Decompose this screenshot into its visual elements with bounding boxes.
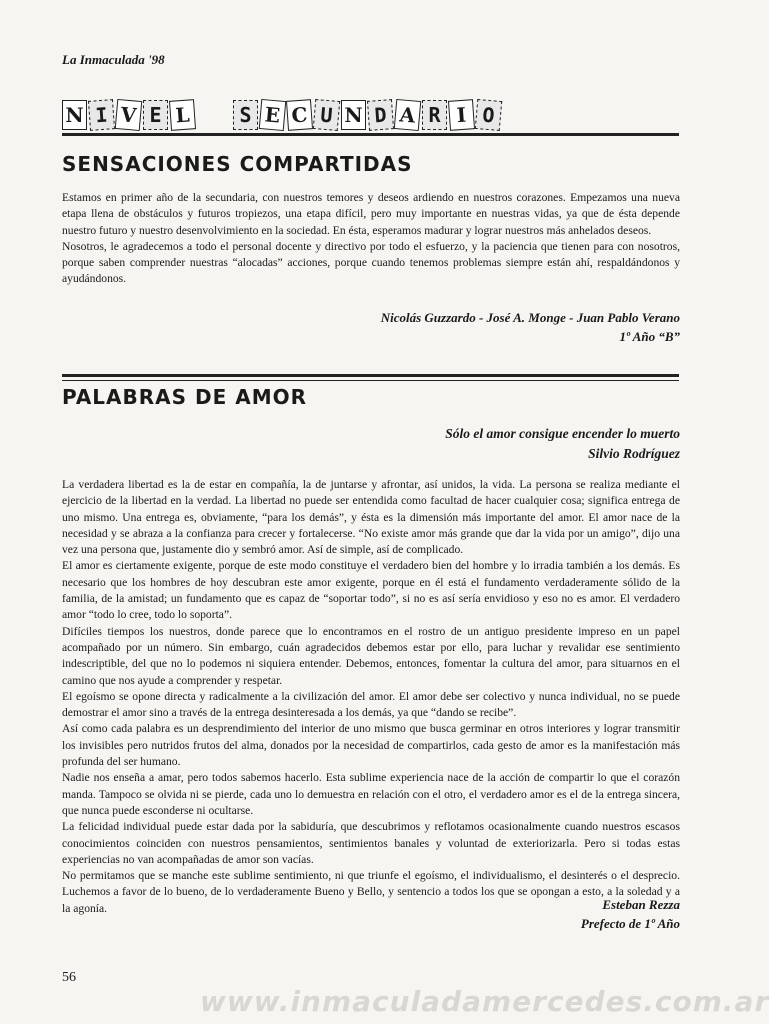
running-header: La Inmaculada '98 (62, 52, 165, 67)
article-title: PALABRAS DE AMOR (62, 385, 308, 409)
banner-letter: O (475, 99, 503, 131)
epigraph-author: Silvio Rodríguez (588, 446, 680, 461)
paragraph: La felicidad individual puede estar dada por la sabiduría, que descubrimos y reflotamos ocasionalmente cuando nuestros escasos conocimientos coinciden con nuestros pensamientos, sentimientos banales y voluntad de exteriorizarla. Pero si todas estas experiencias no van acompañadas de amor son vacías. (62, 820, 680, 866)
banner-letter: E (259, 99, 287, 131)
article-body (62, 190, 680, 288)
paragraph: Nadie nos enseña a amar, pero todos sabemos hacerlo. Esta sublime experiencia nace de la acción de compartir lo que el corazón manda. Tampoco se olvida ni se pierde, cada uno lo demuestra en relación con el otro, el verdadero amor es el de la entrega sincera, que nunca puede esconderse ni ocultarse. (62, 771, 680, 817)
banner-letter: D (367, 99, 394, 131)
banner-letter: I (88, 99, 115, 131)
paragraph: Así como cada palabra es un desprendimiento del interior de uno mismo que busca germinar en otros interiores y lograr transmitir los invisibles pero nutridos frutos del alma, donados por la necesidad de compartirlos, cada gesto de amor es la manifestación más profunda del ser humano. (62, 722, 680, 769)
section-divider (62, 133, 679, 136)
banner-letter: R (422, 100, 447, 130)
section-divider (62, 374, 679, 377)
banner-letter: L (169, 99, 196, 131)
section-divider (62, 380, 679, 381)
author-name: Esteban Rezza (602, 897, 680, 912)
paragraph: Difíciles tiempos los nuestros, donde parece que lo encontramos en el rostro de un antiguo presidente impreso en un papel acompañado por un número. Sin embargo, cuán agradecidos debemos estar por ello, para luchar y revalidar ese sentimiento indescriptible, del que no lo podemos ni siquiera entender. Debemos, entonces, fomentar la cultura del amor, para situarnos en el camino que nos ayude a comprender y respetar. (62, 624, 680, 687)
authors: Nicolás Guzzardo - José A. Monge - Juan Pablo Verano (380, 310, 680, 325)
banner-letter: A (394, 99, 422, 131)
author-role: Prefecto de 1º Año (580, 916, 680, 931)
paragraph: El amor es ciertamente exigente, porque de este modo constituye el verdadero bien del hombre y lo irradia también a los demás. Es necesario que los hombres de hoy descubran este amor exigente, porque en él está el fundamento verdaderamente sólido de la familia, de la amistad; un fundamento que es capaz de “soportar todo”, si no es así sería envidioso y eso no es amor. El verdadero amor “todo lo cree, todo lo soporta”. (62, 559, 680, 622)
banner-letter: N (341, 100, 366, 130)
page-number: 56 (62, 970, 76, 985)
banner-letter: V (115, 99, 143, 131)
banner-letter: C (286, 99, 313, 131)
paragraph: Estamos en primer año de la secundaria, con nuestros temores y deseos ardiendo en nuestros corazones. Empezamos una nueva etapa llena de obstáculos y futuros tropiezos, una etapa difícil, pero muy importante en nuestras vidas, ya que de ésta depende nuestro futuro y nuestro desenvolvimiento en la sociedad. En ésta, esperamos madurar y lograr nuestros más anhelados deseos. (62, 191, 680, 237)
banner-letter: S (233, 100, 258, 130)
article-body (62, 477, 680, 917)
article-title: SENSACIONES COMPARTIDAS (62, 152, 413, 176)
paragraph: El egoísmo se opone directa y radicalmente a la civilización del amor. El amor debe ser colectivo y nunca individual, no se puede demostrar el amor sino a través de la entrega desinteresada a los demás, ya que “dando se recibe”. (62, 689, 680, 720)
banner-word-1 (62, 100, 197, 130)
paragraph: La verdadera libertad es la de estar en compañía, la de juntarse y afrontar, así unidos, la vida. La persona se realiza mediante el ejercicio de la libertad en la verdad. La libertad no puede ser entendida como facultad de hacer cualquier cosa; significa entrega de uno mismo. Una entrega es, obviamente, “para los demás”, y ésta es la dimensión más importante del amor. El amor nace de la necesidad y se abraza a la confianza para crecer y fortalecerse. “No existe amor más grande que dar la vida por un amigo”, dijo una vez una persona que, justamente dio y sembró amor. Así de simple, así de complicado. (62, 478, 680, 557)
watermark: www.inmaculadamercedes.com.ar (200, 985, 769, 1018)
epigraph (445, 424, 680, 464)
epigraph-quote: Sólo el amor consigue encender lo muerto (445, 426, 680, 441)
article-signature (381, 308, 680, 346)
banner-word-2 (233, 100, 503, 130)
course: 1º Año “B” (619, 329, 680, 344)
paragraph: No permitamos que se manche este sublime sentimiento, ni que triunfe el egoísmo, el individualismo, el desinterés o el desprecio. Luchemos a favor de lo bueno, de lo verdaderamente Bueno y Bello, y sentencio a todos los que se opongan a esto, a la soledad y a la agonía. (62, 869, 680, 915)
section-banner (62, 98, 679, 132)
article-signature (581, 895, 680, 933)
banner-letter: E (143, 100, 168, 130)
banner-letter: I (448, 99, 475, 131)
banner-letter: N (62, 100, 87, 130)
paragraph: Nosotros, le agradecemos a todo el personal docente y directivo por todo el esfuerzo, y la paciencia que tienen para con nosotros, porque saben comprender nuestras “alocadas” acciones, porque cuando tenemos problemas siempre están ahí, respaldándonos y ayudándonos. (62, 239, 680, 286)
banner-letter: U (313, 99, 341, 131)
